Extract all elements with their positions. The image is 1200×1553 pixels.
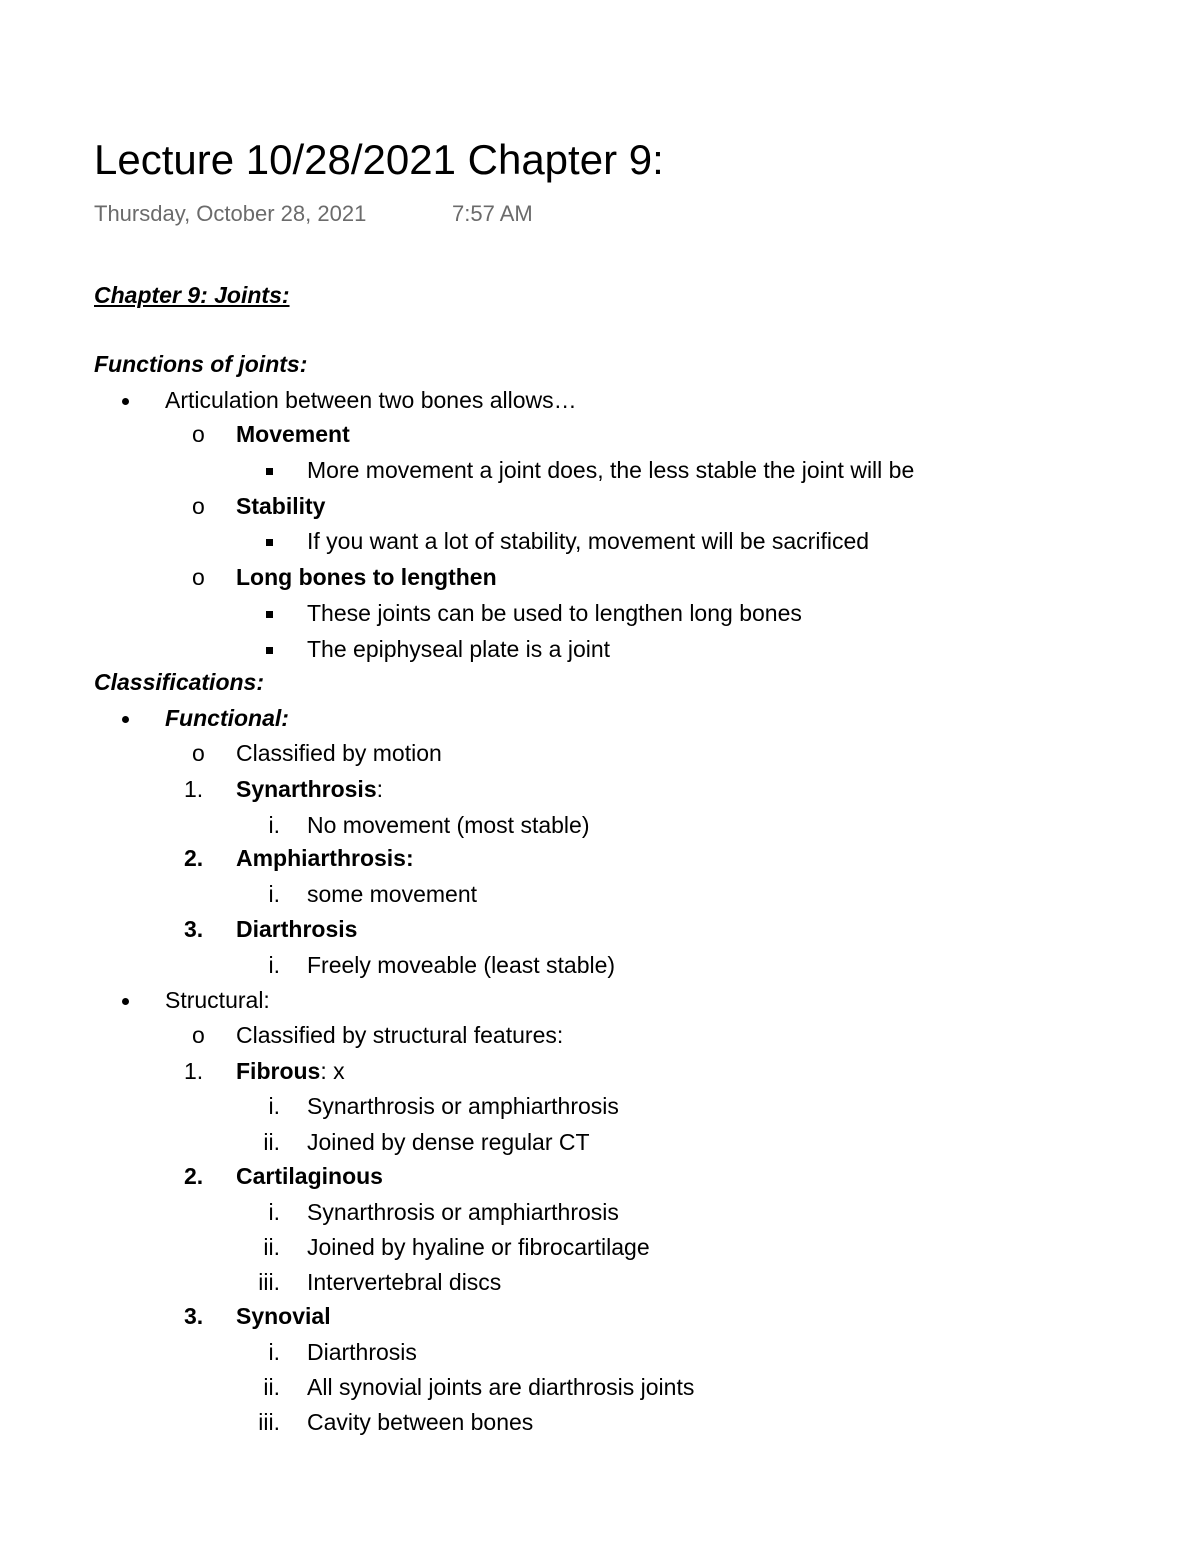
roman-marker: [236, 1091, 280, 1121]
bullet-square: [266, 598, 273, 628]
roman-marker: [236, 1197, 280, 1227]
cartilaginous-i: Synarthrosis or amphiarthrosis: [307, 1199, 619, 1225]
bullet-circle: o: [192, 1022, 205, 1048]
roman-marker: [236, 879, 280, 909]
roman-marker: [236, 1232, 280, 1262]
lengthen-note-1: These joints can be used to lengthen long bones: [307, 600, 802, 626]
functions-heading: Functions of joints:: [94, 351, 308, 377]
roman-marker: [236, 810, 280, 840]
number-marker: 3.: [184, 1303, 204, 1329]
roman-ii: ii.: [263, 1234, 280, 1260]
roman-ii: ii.: [263, 1374, 280, 1400]
roman-i: i.: [268, 1093, 280, 1119]
bullet-square: [266, 455, 273, 485]
fibrous-rest: : x: [320, 1058, 345, 1084]
note-date: Thursday, October 28, 2021: [94, 201, 367, 226]
bullet-dot: [122, 385, 129, 415]
roman-i: i.: [268, 952, 280, 978]
functional-label: Functional:: [165, 705, 289, 731]
roman-marker: [236, 1372, 280, 1402]
synarthrosis-colon: :: [376, 776, 383, 802]
roman-i: i.: [268, 881, 280, 907]
roman-ii: ii.: [263, 1129, 280, 1155]
structural-by: Classified by structural features:: [236, 1022, 564, 1048]
roman-marker: [236, 950, 280, 980]
cartilaginous-ii: Joined by hyaline or fibrocartilage: [307, 1234, 650, 1260]
roman-marker: [236, 1267, 280, 1297]
number-marker: 1.: [184, 776, 204, 802]
item-cartilaginous: Cartilaginous: [236, 1163, 383, 1189]
movement-note: More movement a joint does, the less stable the joint will be: [307, 457, 915, 483]
roman-i: i.: [268, 812, 280, 838]
roman-i: i.: [268, 1199, 280, 1225]
roman-iii: iii.: [258, 1409, 280, 1435]
page-title: Lecture 10/28/2021 Chapter 9:: [94, 136, 664, 183]
synovial-iii: Cavity between bones: [307, 1409, 534, 1435]
item-stability: Stability: [236, 493, 326, 519]
bullet-square: [266, 634, 273, 664]
functions-intro: Articulation between two bones allows…: [165, 387, 577, 413]
lengthen-note-2: The epiphyseal plate is a joint: [307, 636, 611, 662]
roman-marker: [236, 1127, 280, 1157]
number-marker: 2.: [184, 845, 204, 871]
synarthrosis-term: Synarthrosis: [236, 776, 377, 802]
number-marker: 2.: [184, 1163, 204, 1189]
item-synarthrosis: [236, 774, 383, 804]
roman-i: i.: [268, 1339, 280, 1365]
fibrous-ii: Joined by dense regular CT: [307, 1129, 590, 1155]
chapter-heading: Chapter 9: Joints:: [94, 282, 290, 308]
roman-marker: [236, 1407, 280, 1437]
bullet-dot: [122, 985, 129, 1015]
item-fibrous: [236, 1056, 345, 1086]
cartilaginous-iii: Intervertebral discs: [307, 1269, 502, 1295]
synovial-ii: All synovial joints are diarthrosis joints: [307, 1374, 695, 1400]
bullet-circle: o: [192, 421, 205, 447]
fibrous-term: Fibrous: [236, 1058, 321, 1084]
bullet-circle: o: [192, 564, 205, 590]
number-marker: 3.: [184, 916, 204, 942]
roman-marker: [236, 1337, 280, 1367]
bullet-circle: o: [192, 740, 205, 766]
item-diarthrosis: Diarthrosis: [236, 916, 358, 942]
classifications-heading: Classifications:: [94, 669, 264, 695]
synovial-i: Diarthrosis: [307, 1339, 417, 1365]
item-lengthen: Long bones to lengthen: [236, 564, 497, 590]
synarthrosis-i: No movement (most stable): [307, 812, 590, 838]
roman-iii: iii.: [258, 1269, 280, 1295]
amphiarthrosis-i: some movement: [307, 881, 478, 907]
diarthrosis-i: Freely moveable (least stable): [307, 952, 616, 978]
bullet-circle: o: [192, 493, 205, 519]
stability-note: If you want a lot of stability, movement will be sacrificed: [307, 528, 870, 554]
bullet-dot: [122, 703, 129, 733]
item-amphiarthrosis: Amphiarthrosis:: [236, 845, 414, 871]
functional-by: Classified by motion: [236, 740, 442, 766]
bullet-square: [266, 526, 273, 556]
item-movement: Movement: [236, 421, 350, 447]
note-time: 7:57 AM: [452, 201, 533, 226]
number-marker: 1.: [184, 1058, 204, 1084]
item-synovial: Synovial: [236, 1303, 331, 1329]
fibrous-i: Synarthrosis or amphiarthrosis: [307, 1093, 619, 1119]
structural-label: Structural:: [165, 987, 270, 1013]
